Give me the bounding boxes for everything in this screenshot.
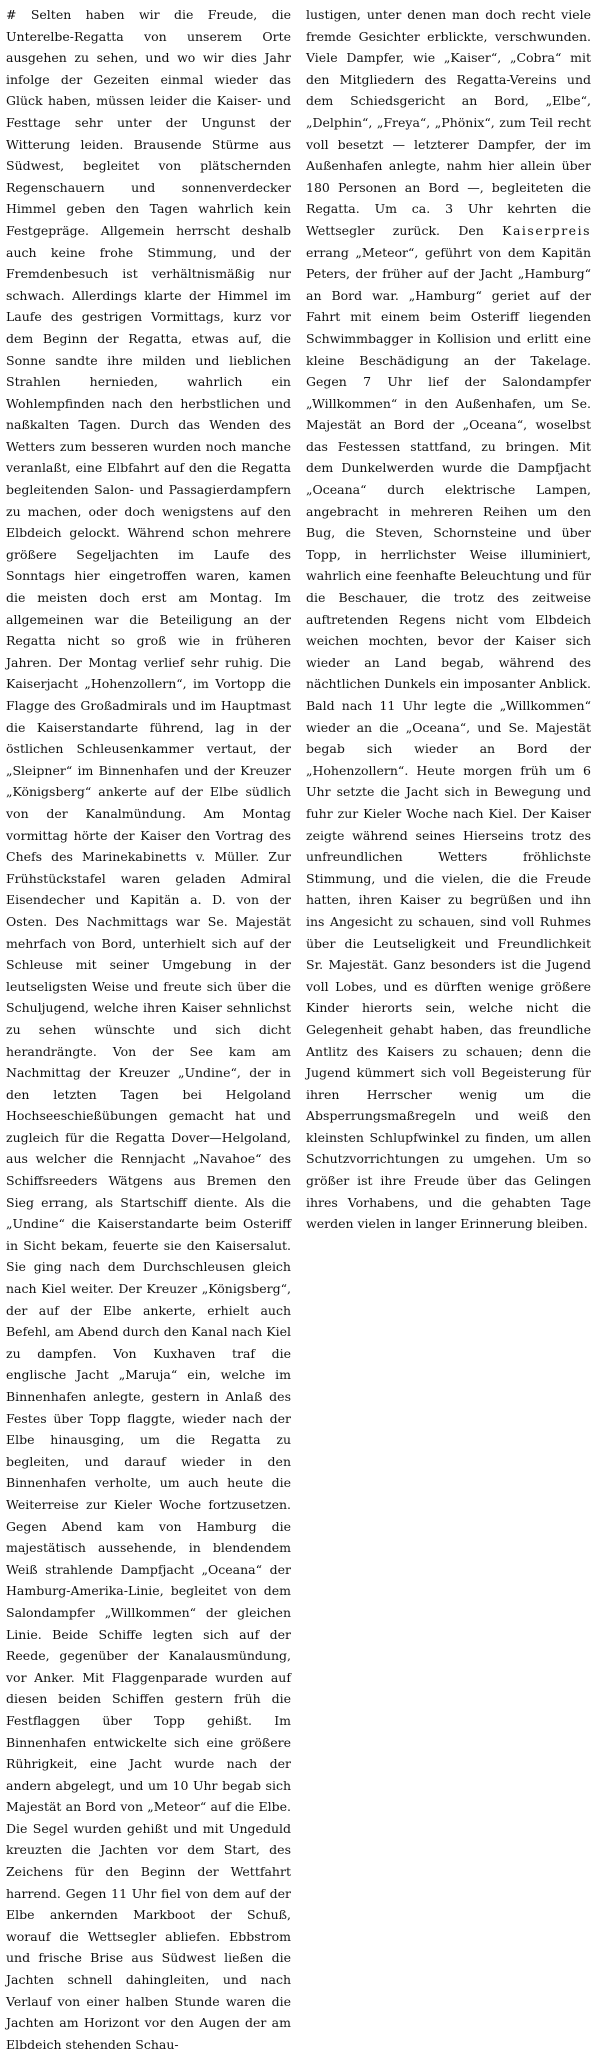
kaiserpreis-heading: Kaiserpreis <box>502 222 591 238</box>
article-text-right-part-a: lustigen, unter denen man doch recht viele fremde Gesichter erblickte, verschwunden. Viele Dampfer, wie „Kaiser“, „Cobra“ mit den Mitgliedern des Regatta-Vereins und dem Schiedsgericht an Bord, „Elbe“, „Delphin“, „Freya“, „Phönix“, zum Teil recht voll besetzt — letzterer Dampfer, der im Außenhafen anlegte, nahm hier allein über 180 Personen an Bord —, begleiteten die Regatta. Um ca. 3 Uhr kehrten die Wettsegler zurück. Den <box>306 7 591 238</box>
article-text-left: # Selten haben wir die Freude, die Unterelbe-Regatta von unserem Orte ausgehen zu sehen, und wo wir dies Jahr infolge der Gezeiten einmal wieder das Glück haben, müssen leider die Kaiser- und Festtage sehr unter der Ungunst der Witterung leiden. Brausende Stürme aus Südwest, begleitet von plätschernden Regenschauern und sonnenverdecker Himmel geben den Tagen wahrlich kein Festgepräge. Allgemein herrscht deshalb auch keine frohe Stimmung, und der Fremdenbesuch ist verhältnismäßig nur schwach. Allerdings klarte der Himmel im Laufe des gestrigen Vormittags, kurz vor dem Beginn der Regatta, etwas auf, die Sonne sandte ihre milden und lieblichen Strahlen hernieden, wahrlich ein Wohlempfinden nach den herbstlichen und naßkalten Tagen. Durch das Wenden des Wetters zum besseren wurden noch manche veranlaßt, eine Elbfahrt auf den die Regatta begleitenden Salon- und Passagierdampfern zu machen, oder doch wenigstens auf den Elbdeich gelockt. Während schon mehrere größere Segeljachten im Laufe des Sonntags hier eingetroffen waren, kamen die meisten doch erst am Montag. Im allgemeinen war die Beteiligung an der Regatta nicht so groß wie in früheren Jahren. Der Montag verlief sehr ruhig. Die Kaiserjacht „Hohenzollern“, im Vortopp die Flagge des Großadmirals und im Hauptmast die Kaiserstandarte führend, lag in der östlichen Schleusenkammer vertaut, der „Sleipner“ im Binnenhafen und der Kreuzer „Königsberg“ ankerte auf der Elbe südlich von der Kanalmündung. Am Montag vormittag hörte der Kaiser den Vortrag des Chefs des Marinekabinetts v. Müller. Zur Frühstückstafel waren geladen Admiral Eisendecher und Kapitän a. D. von der Osten. Des Nachmittags war Se. Majestät mehrfach von Bord, unterhielt sich auf der Schleuse mit seiner Umgebung in der leutseligsten Weise und freute sich über die Schuljugend, welche ihren Kaiser sehnlichst zu sehen wünschte und sich dicht herandrängte. Von der See kam am Nachmittag der Kreuzer „Undine“, der in den letzten Tagen bei Helgoland Hochseeschießübungen gemacht hat und zugleich für die Regatta Dover—Helgoland, aus welcher die Rennjacht „Navahoe“ des Schiffsreeders Wätgens aus Bremen den Sieg errang, als Startschiff diente. Als die „Undine“ die Kaiserstandarte beim Osteriff in Sicht bekam, feuerte sie den Kaisersalut. Sie ging nach dem Durchschleusen gleich nach Kiel weiter. Der Kreuzer „Königsberg“, der auf der Elbe ankerte, erhielt auch Befehl, am Abend durch den Kanal nach Kiel zu dampfen. Von Kuxhaven traf die englische Jacht „Maruja“ ein, welche im Binnenhafen anlegte, gestern in Anlaß des Festes über Topp flaggte, wieder nach der Elbe hinausging, um die Regatta zu begleiten, und darauf wieder in den Binnenhafen verholte, um auch heute die Weiterreise zur Kieler Woche fortzusetzen. Gegen Abend kam von Hamburg die majestätisch aussehende, in blendendem Weiß strahlende Dampfjacht „Oceana“ der Hamburg-Amerika-Linie, begleitet von dem Salondampfer „Willkommen“ der gleichen Linie. Beide Schiffe legten sich auf der Reede, gegenüber der Kanalausmündung, vor Anker. Mit Flaggenparade wurden auf diesen beiden Schiffen gestern früh die Festflaggen über Topp gehißt. Im Binnenhafen entwickelte sich eine größere Rührigkeit, eine Jacht wurde nach der andern abgelegt, und um 10 Uhr begab sich Majestät an Bord von „Meteor“ auf die Elbe. Die Segel wurden gehißt und mit Ungeduld kreuzten die Jachten vor dem Start, des Zeichens für den Beginn der Wettfahrt harrend. Gegen 11 Uhr fiel von dem auf der Elbe ankernden Markboot der Schuß, worauf die Wettsegler abliefen. Ebbstrom und frische Brise aus Südwest ließen die Jachten schnell dahingleiten, und nach Verlauf von einer halben Stunde waren die Jachten am Horizont vor den Augen der am Elbdeich stehenden Schau- <box>6 7 291 2052</box>
article-text-right-part-b: errang „Meteor“, geführt von dem Kapitän Peters, der früher auf der Jacht „Hamburg“ an Bord war. „Hamburg“ geriet auf der Fahrt mit einem beim Osteriff liegenden Schwimmbagger in Kollision und erlitt eine kleine Beschädigung an der Takelage. Gegen 7 Uhr lief der Salondampfer „Willkommen“ in den Außenhafen, um Se. Majestät an Bord der „Oceana“, woselbst das Festessen stattfand, zu bringen. Mit dem Dunkelwerden wurde die Dampfjacht „Oceana“ durch elektrische Lampen, angebracht in mehreren Reihen um den Bug, die Steven, Schornsteine und über Topp, in herrlichster Weise illuminiert, wahrlich eine feenhafte Beleuchtung und für die Beschauer, die trotz des zeitweise auftretenden Regens nicht vom Elbdeich weichen mochten, bevor der Kaiser sich wieder an Land begab, während des nächtlichen Dunkels ein imposanter Anblick. Bald nach 11 Uhr legte die „Willkommen“ wieder an die „Oceana“, und Se. Majestät begab sich wieder an Bord der „Hohenzollern“. Heute morgen früh um 6 Uhr setzte die Jacht sich in Bewegung und fuhr zur Kieler Woche nach Kiel. Der Kaiser zeigte während seines Hierseins trotz des unfreundlichen Wetters fröhlichste Stimmung, und die vielen, die die Freude hatten, ihren Kaiser zu begrüßen und ihn ins Angesicht zu schauen, sind voll Ruhmes über die Leutseligkeit und Freundlichkeit Sr. Majestät. Ganz besonders ist die Jugend voll Lobes, und es dürften wenige größere Kinder hierorts sein, welche nicht die Gelegenheit gehabt haben, das freundliche Antlitz des Kaisers zu schauen; denn die Jugend kümmert sich voll Begeisterung für ihren Herrscher wenig um die Absperrungsmaßregeln und weiß den kleinsten Schlupfwinkel zu finden, um allen Schutzvorrichtungen zu umgehen. Um so größer ist ihre Freude über das Gelingen ihres Vorhabens, und die gehabten Tage werden vielen in langer Erinnerung bleiben. <box>306 244 591 1232</box>
article-column-right <box>306 4 591 1235</box>
article-column-left <box>6 4 291 2055</box>
article-text-right <box>306 4 591 1235</box>
